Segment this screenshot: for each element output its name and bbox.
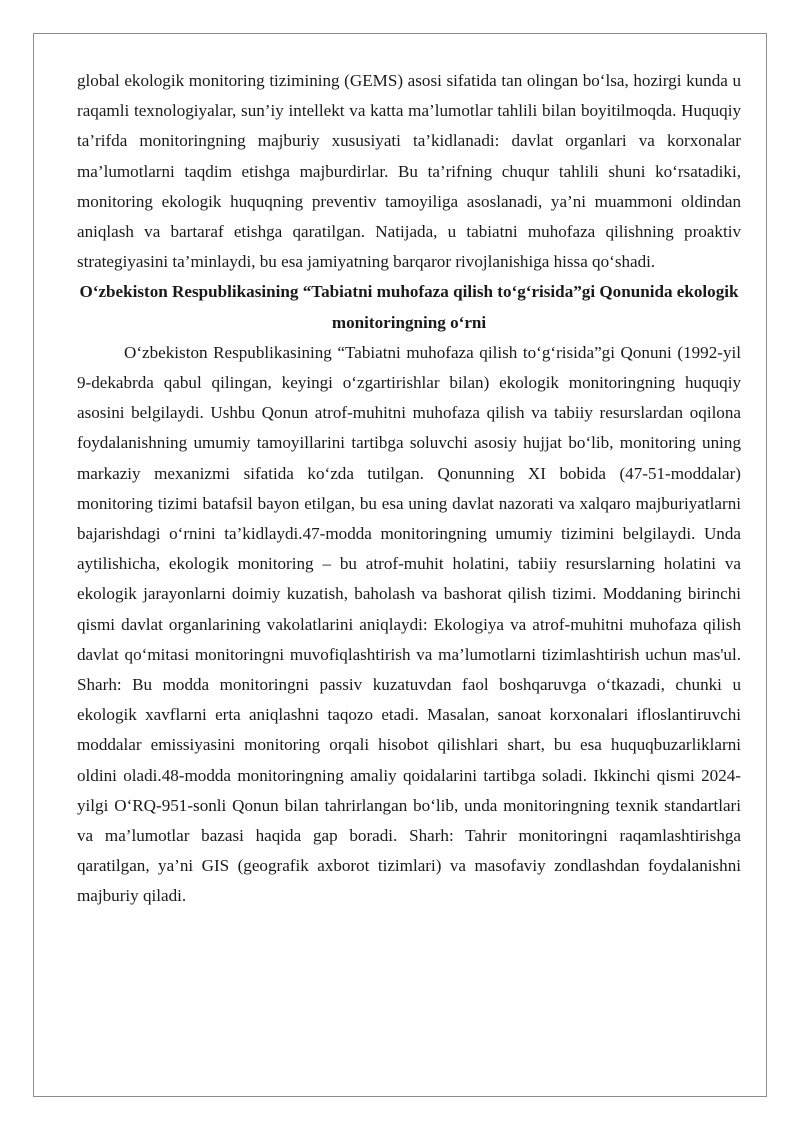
intro-paragraph: global ekologik monitoring tizimining (GEMS) asosi sifatida tan olingan bo‘lsa, hozirgi kunda u raqamli texnologiyalar, sun’iy intellekt va katta ma’lumotlar tahlili bilan boyitilmoqda. Huquqiy ta’rifda monitoringning majburiy xususiyati ta’kidlanadi: davlat organlari va korxonalar ma’lumotlarni taqdim etishga majburdirlar. Bu ta’rifning chuqur tahlili shuni ko‘rsatadiki, monitoring ekologik huquqning preventiv tamoyiliga asoslanadi, ya’ni muammoni oldindan aniqlash va bartaraf etishga qaratilgan. Natijada, u tabiatni muhofaza qilishning proaktiv strategiyasini ta’minlaydi, bu esa jamiyatning barqaror rivojlanishiga hissa qo‘shadi. — [77, 71, 741, 272]
document-body — [77, 66, 741, 912]
section-heading: O‘zbekiston Respublikasining “Tabiatni muhofaza qilish to‘g‘risida”gi Qonunida ekologik monitoringning o‘rni — [79, 282, 739, 332]
body-paragraph: O‘zbekiston Respublikasining “Tabiatni muhofaza qilish to‘g‘risida”gi Qonuni (1992-yil 9-dekabrda qabul qilingan, keyingi o‘zgartirishlar bilan) ekologik monitoringning huquqiy asosini belgilaydi. Ushbu Qonun atrof-muhitni muhofaza qilish va tabiiy resurslardan oqilona foydalanishning umumiy tamoyillarini tartibga soluvchi asosiy hujjat bo‘lib, monitoring uning markaziy mexanizmi sifatida ko‘zda tutilgan. Qonunning XI bobida (47-51-moddalar) monitoring tizimi batafsil bayon etilgan, bu esa uning davlat nazorati va xalqaro majburiyatlarni bajarishdagi o‘rnini ta’kidlaydi.47-modda monitoringning umumiy tizimini belgilaydi. Unda aytilishicha, ekologik monitoring – bu atrof-muhit holatini, tabiiy resurslarning holatini va ekologik jarayonlarni doimiy kuzatish, baholash va bashorat qilish tizimi. Moddaning birinchi qismi davlat organlarining vakolatlarini aniqlaydi: Ekologiya va atrof-muhitni muhofaza qilish davlat qo‘mitasi monitoringni muvofiqlashtirish va ma’lumotlarni tizimlashtirish uchun mas'ul. Sharh: Bu modda monitoringni passiv kuzatuvdan faol boshqaruvga o‘tkazadi, chunki u ekologik xavflarni erta aniqlashni taqozo etadi. Masalan, sanoat korxonalari ifloslantiruvchi moddalar emissiyasini monitoring orqali hisobot qilishlari shart, bu esa huquqbuzarliklarni oldini oladi.48-modda monitoringning amaliy qoidalarini tartibga soladi. Ikkinchi qismi 2024-yilgi O‘RQ-951-sonli Qonun bilan tahrirlangan bo‘lib, unda monitoringning texnik standartlari va ma’lumotlar bazasi haqida gap boradi. Sharh: Tahrir monitoringni raqamlashtirishga qaratilgan, ya’ni GIS (geografik axborot tizimlari) va masofaviy zondlashdan foydalanishni majburiy qiladi. — [77, 342, 741, 906]
